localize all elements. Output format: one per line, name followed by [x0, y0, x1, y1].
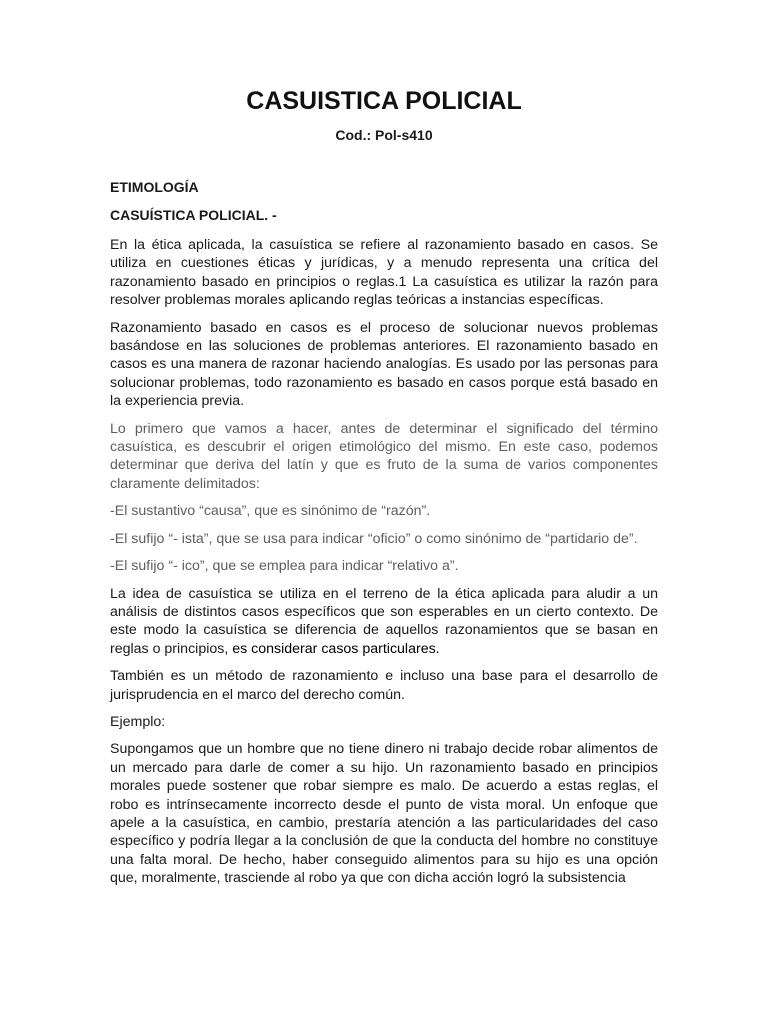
paragraph-idea-casuistica — [110, 585, 658, 659]
paragraph-ejemplo: Supongamos que un hombre que no tiene dinero ni trabajo decide robar alimentos de un mercado para darle de comer a su hijo. Un razonamiento basado en principios morales puede sostener que robar siempre es malo. De acuerdo a estas reglas, el robo es intrínsecamente incorrecto desde el punto de vista moral. Un enfoque que apele a la casuística, en cambio, prestaría atención a las particularidades del caso específico y podría llegar a la conclusión de que la conducta del hombre no constituye una falta moral. De hecho, haber conseguido alimentos para su hijo es una opción que, moralmente, trasciende al robo ya que con dicha acción logró la subsistencia — [110, 741, 658, 887]
heading-casuistica-policial: CASUÍSTICA POLICIAL. - — [110, 207, 277, 223]
list-item-causa: -El sustantivo “causa”, que es sinónimo de “razón”. — [110, 503, 431, 520]
paragraph-idea-emphasis: es considerar casos particulares. — [232, 640, 440, 657]
document-title: CASUISTICA POLICIAL — [246, 87, 522, 115]
paragraph-definicion: En la ética aplicada, la casuística se refiere al razonamiento basado en casos. Se utiliza en cuestiones éticas y jurídicas, y a menudo representa una crítica del razonamiento basado en principios o reglas.1 La casuística es utilizar la razón para resolver problemas morales aplicando reglas teóricas a instancias específicas. — [110, 237, 658, 309]
list-item-ista: -El sufijo “- ista”, que se usa para indicar “oficio” o como sinónimo de “partidario de”. — [110, 530, 638, 547]
paragraph-metodo: También es un método de razonamiento e incluso una base para el desarrollo de jurisprudencia en el marco del derecho común. — [110, 668, 658, 703]
paragraph-razonamiento: Razonamiento basado en casos es el proceso de solucionar nuevos problemas basándose en las soluciones de problemas anteriores. El razonamiento basado en casos es una manera de razonar haciendo analogías. Es usado por las personas para solucionar problemas, todo razonamiento es basado en casos porque está basado en la experiencia previa. — [110, 319, 658, 410]
list-item-ico: -El sufijo “- ico”, que se emplea para indicar “relativo a”. — [110, 558, 459, 575]
paragraph-idea-text: La idea de casuística se utiliza en el terreno de la ética aplicada para aludir a un análisis de distintos casos específicos que son esperables en un cierto contexto. De este modo la casuística se diferencia de aquellos razonamientos que se basan en reglas o principios, — [110, 585, 658, 657]
paragraph-etimologia: Lo primero que vamos a hacer, antes de determinar el significado del término casuística, es descubrir el origen etimológico del mismo. En este caso, podemos determinar que deriva del latín y que es fruto de la suma de varios componentes claramente delimitados: — [110, 420, 658, 492]
document-code: Cod.: Pol-s410 — [335, 127, 433, 143]
heading-etimologia: ETIMOLOGÍA — [110, 179, 199, 195]
paragraph-ejemplo-label: Ejemplo: — [110, 713, 166, 730]
